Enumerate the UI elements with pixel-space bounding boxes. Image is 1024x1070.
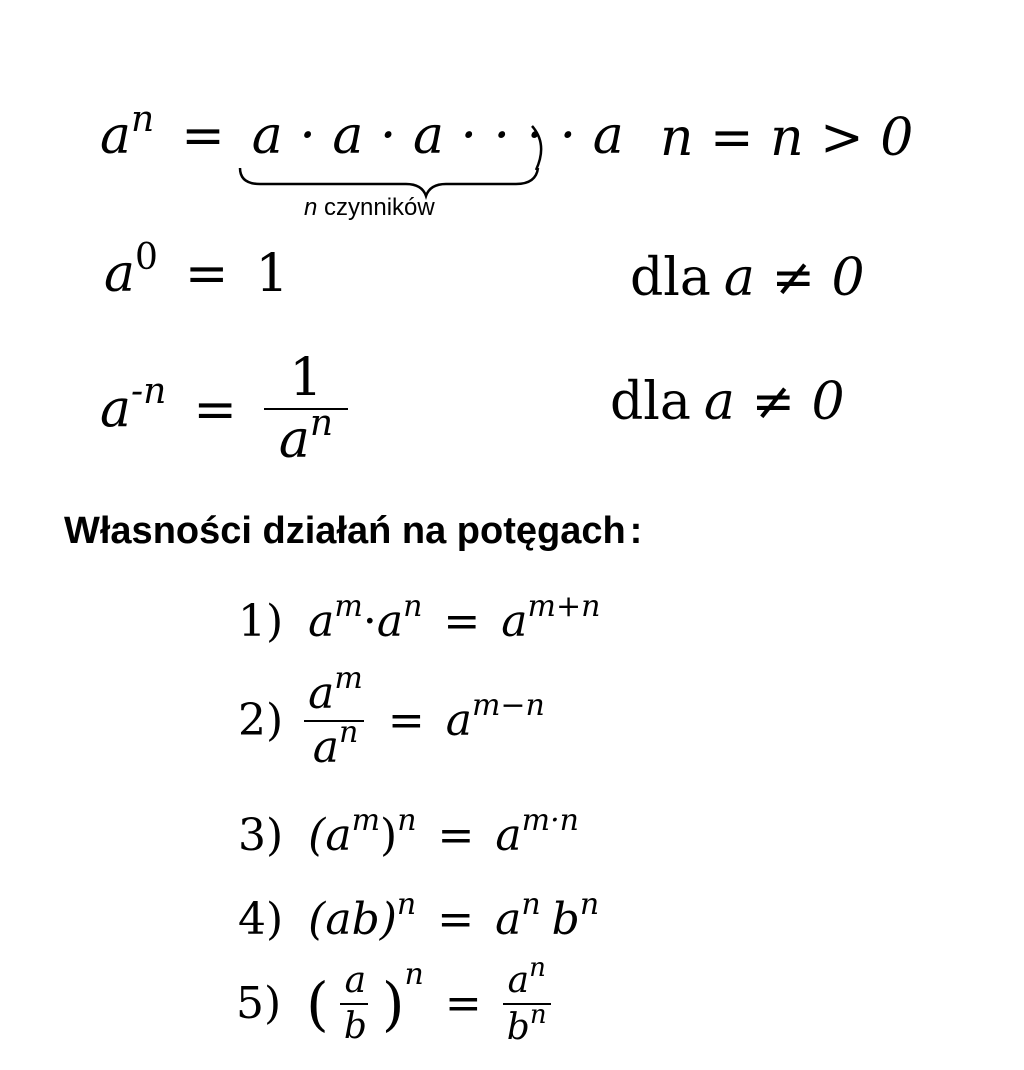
multiplication-dot: · [362,596,377,647]
open-paren: ( [306,970,329,1038]
denominator-b: b [343,1006,367,1047]
numerator-a: a [344,960,367,1001]
numerator-a: a [507,960,530,1001]
base-a: a [100,106,132,166]
property-3 [238,803,579,861]
zero-power-condition [630,248,865,308]
quotient-fraction [304,661,367,773]
property-2 [238,661,545,773]
close-paren: ) [381,970,405,1038]
property-label: 5) [236,978,282,1029]
negative-power-condition [610,372,845,432]
open-paren-a: (a [308,810,352,861]
equals-sign: = [444,978,482,1029]
exponent-difference: m−n [471,688,545,723]
exponent-n: n [403,589,423,624]
equals-sign: = [184,244,229,304]
denominator-a: a [312,722,339,773]
property-1 [238,589,601,647]
equals-sign: = [387,695,425,746]
exponent-n: n [529,953,546,983]
equals-sign: = [437,894,475,945]
exponent-m: m [334,589,363,624]
term-a: a [445,695,472,746]
denominator-exponent: n [309,403,334,444]
condition-word: dla [630,248,711,308]
property-label: 4) [238,894,284,945]
exponent-n: n [338,715,359,750]
condition-expression: a ≠ 0 [723,248,865,308]
condition-expression: a ≠ 0 [703,372,845,432]
outer-exponent-n: n [397,803,417,838]
denominator-base: a [278,410,310,470]
term-a: a [495,810,522,861]
term-a: a [495,894,522,945]
brace-label-variable: n [304,194,318,221]
exponent-n: n [396,887,417,922]
equals-sign: = [193,379,237,440]
power-definition-condition: n = n > 0 [660,108,914,168]
result-fraction [503,953,551,1048]
product-ab: (ab) [308,894,397,945]
zero-power [104,237,289,304]
exponent-n: n [521,887,541,922]
negative-power [100,348,348,470]
equals-sign: = [437,810,475,861]
condition-word: dla [610,372,691,432]
term-a: a [501,596,528,647]
exponent-n: n [579,887,600,922]
exponent-n: n [131,99,155,140]
close-paren: ) [380,810,398,861]
numerator-a: a [308,668,335,719]
exponent-n: n [529,1000,547,1030]
brace-label [304,194,435,222]
base-a: a [104,244,136,304]
exponent-n: n [404,957,424,993]
exponent-zero: 0 [135,237,158,278]
heading-colon: : [629,510,643,552]
property-4 [238,887,600,945]
inner-fraction [340,960,371,1047]
numerator: 1 [289,348,323,408]
exponent-product: m·n [521,803,579,838]
inner-exponent-m: m [351,803,381,838]
fraction-bar [340,1003,368,1005]
property-label: 3) [238,810,284,861]
base-a: a [100,379,132,440]
fraction [264,348,348,470]
term-b: b [551,894,580,945]
value-one: 1 [255,244,289,304]
properties-heading [64,510,642,553]
product-expression: a · a · a · · · · a [251,106,624,166]
underbrace [236,120,556,200]
property-label: 2) [238,695,284,746]
property-label: 1) [238,596,284,647]
properties-heading-text: Własności działań na potęgach [64,510,626,552]
exponent-sum: m+n [527,589,601,624]
exponent-negative-n: -n [131,371,167,413]
denominator-b: b [506,1007,530,1048]
term-a: a [308,596,335,647]
property-5 [236,953,551,1048]
equals-sign: = [443,596,481,647]
exponent-m: m [334,661,363,696]
term-a: a [376,596,404,647]
brace-label-text: czynników [317,194,435,221]
equals-sign: = [181,106,225,166]
